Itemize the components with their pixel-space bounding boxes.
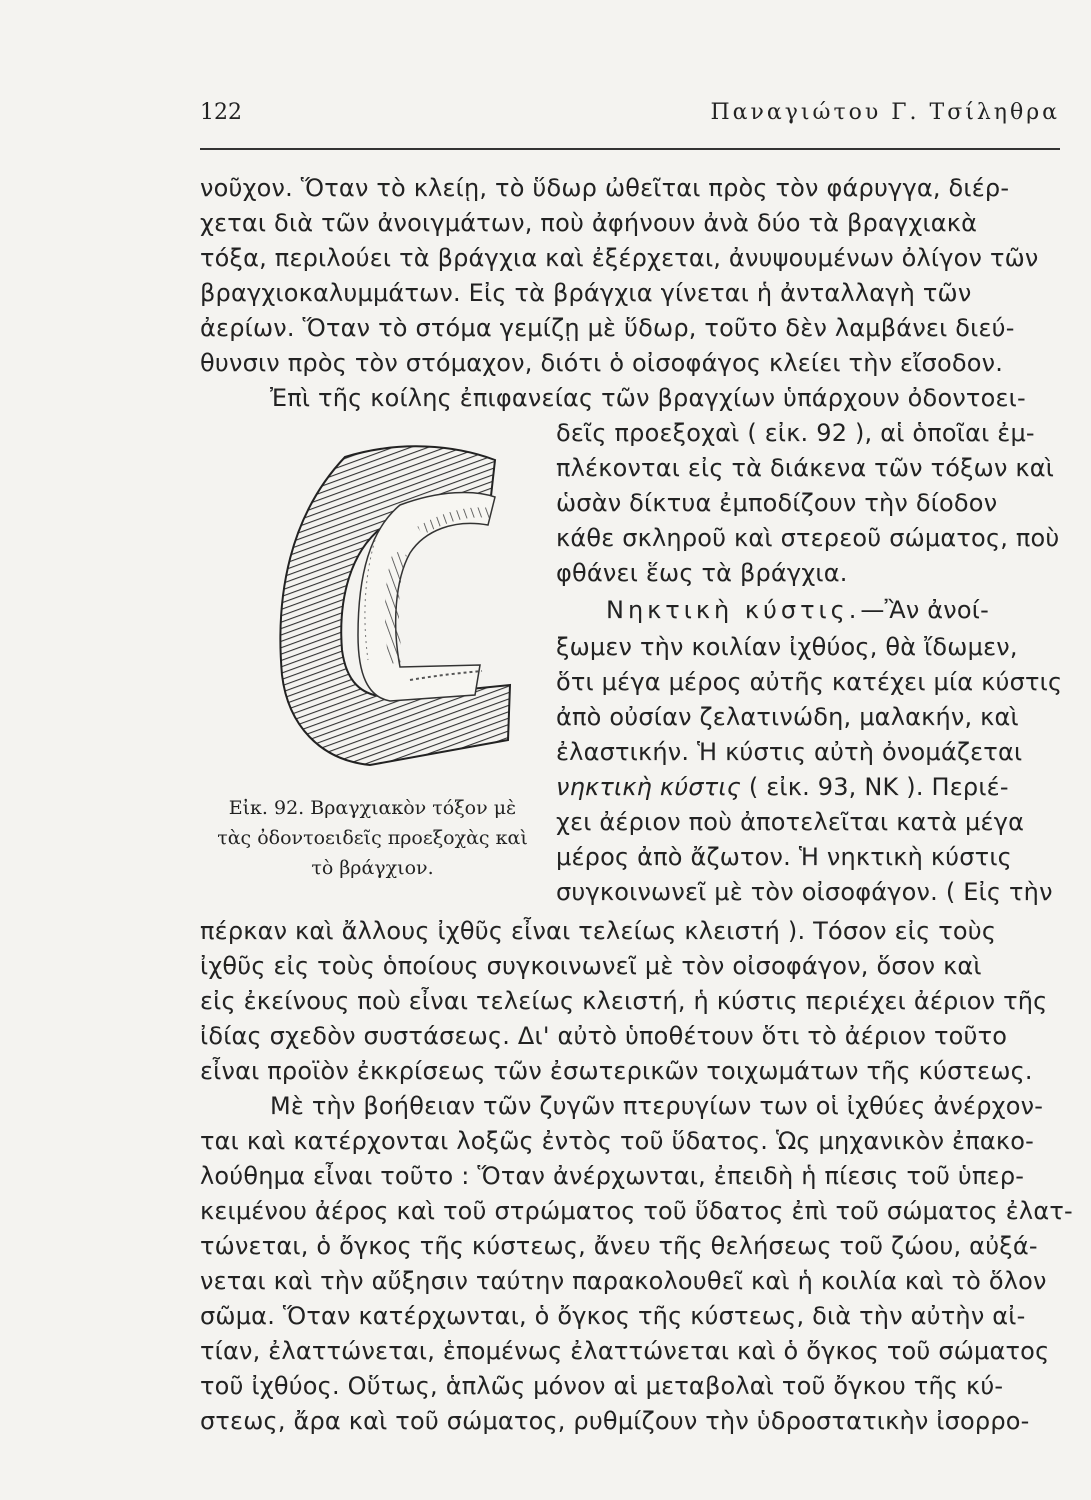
- text-line: πέρκαν καὶ ἄλλους ἰχθῦς εἶναι τελείως κλειστή ). Τόσον εἰς τοὺς: [200, 917, 997, 945]
- header-rule: [200, 148, 1060, 150]
- text-line: δεῖς προεξοχαὶ ( εἰκ. 92 ), αἱ ὁποῖαι ἐμ-: [556, 419, 1035, 447]
- page-header: [200, 100, 1060, 140]
- text-line: συγκοινωνεῖ μὲ τὸν οἰσοφάγον. ( Εἰς τὴν: [556, 878, 1053, 906]
- text-line: στεως, ἄρα καὶ τοῦ σώματος, ρυθμίζουν τὴν ὑδροστατικὴν ἰσορρο-: [200, 1407, 1030, 1435]
- figure-caption-line: τὰς ὀδοντοειδεῖς προεξοχὰς καὶ: [217, 827, 528, 849]
- section-heading: Νηκτικὴ κύστις.: [606, 596, 861, 624]
- section-dash-text: —Ἂν ἀνοί-: [860, 596, 989, 624]
- text-line: [556, 771, 1060, 803]
- text-line: ἰδίας σχεδὸν συστάσεως. Δι' αὐτὸ ὑποθέτουν ὅτι τὸ ἀέριον τοῦτο: [200, 1022, 1008, 1050]
- italic-term: νηκτικὴ κύστις: [556, 773, 742, 801]
- text-line: εἶναι προϊὸν ἐκκρίσεως τῶν ἐσωτερικῶν τοιχωμάτων τῆς κύστεως.: [200, 1057, 1033, 1085]
- figure-caption-line: τὸ βράγχιον.: [311, 857, 434, 879]
- text-line: ἐλαστικήν. Ἡ κύστις αὐτὴ ὀνομάζεται: [556, 738, 1023, 766]
- text-line: ξωμεν τὴν κοιλίαν ἰχθύος, θὰ ἴδωμεν,: [556, 633, 1018, 661]
- text-line: φθάνει ἕως τὰ βράγχια.: [556, 559, 848, 587]
- text-line: τόξα, περιλούει τὰ βράγχια καὶ ἐξέρχεται, ἀνυψουμένων ὀλίγον τῶν: [200, 244, 1039, 272]
- text-line: τίαν, ἐλαττώνεται, ἑπομένως ἐλαττώνεται καὶ ὁ ὄγκος τοῦ σώματος: [200, 1337, 1050, 1365]
- text-line: σῶμα. Ὅταν κατέρχωνται, ὁ ὄγκος τῆς κύστεως, διὰ τὴν αὐτὴν αἰ-: [200, 1302, 1026, 1330]
- text-line: ἀερίων. Ὅταν τὸ στόμα γεμίζῃ μὲ ὕδωρ, τοῦτο δὲν λαμβάνει διεύ-: [200, 314, 1015, 342]
- text-line: τώνεται, ὁ ὄγκος τῆς κύστεως, ἄνευ τῆς θελήσεως τοῦ ζώου, αὐξά-: [200, 1232, 1038, 1260]
- section-heading-line: [606, 594, 989, 626]
- text-line: βραγχιοκαλυμμάτων. Εἰς τὰ βράγχια γίνεται ἡ ἀνταλλαγὴ τῶν: [200, 279, 972, 307]
- text-line: θυνσιν πρὸς τὸν στόμαχον, διότι ὁ οἰσοφάγος κλείει τὴν εἴσοδον.: [200, 349, 1004, 377]
- text-line: ὡσὰν δίκτυα ἐμποδίζουν τὴν δίοδον: [556, 489, 998, 517]
- text-line: νοῦχον. Ὅταν τὸ κλείῃ, τὸ ὕδωρ ὠθεῖται πρὸς τὸν φάρυγγα, διέρ-: [200, 174, 1010, 202]
- text-line: κειμένου ἀέρος καὶ τοῦ στρώματος τοῦ ὕδατος ἐπὶ τοῦ σώματος ἐλατ-: [200, 1197, 1073, 1225]
- text-line: κάθε σκληροῦ καὶ στερεοῦ σώματος, ποὺ: [556, 524, 1060, 552]
- text-line: μέρος ἀπὸ ἄζωτον. Ἡ νηκτικὴ κύστις: [556, 843, 1012, 871]
- text-line: τοῦ ἰχθύος. Οὕτως, ἁπλῶς μόνον αἱ μεταβολαὶ τοῦ ὄγκου τῆς κύ-: [200, 1372, 1004, 1400]
- text-line: λούθημα εἶναι τοῦτο : Ὅταν ἀνέρχωνται, ἐπειδὴ ἡ πίεσις τοῦ ὑπερ-: [200, 1162, 1025, 1190]
- gill-arch-figure: [250, 435, 540, 775]
- text-line: χεται διὰ τῶν ἀνοιγμάτων, ποὺ ἀφήνουν ἀνὰ δύο τὰ βραγχιακὰ: [200, 209, 978, 237]
- text-fragment: ( εἰκ. 93, ΝΚ ). Περιέ-: [741, 773, 1009, 801]
- text-line: ἰχθῦς εἰς τοὺς ὁποίους συγκοινωνεῖ μὲ τὸν οἰσοφάγον, ὅσον καὶ: [200, 952, 982, 980]
- text-line: ὅτι μέγα μέρος αὐτῆς κατέχει μία κύστις: [556, 668, 1063, 696]
- figure-caption-line: Εἰκ. 92. Βραγχιακὸν τόξον μὲ: [228, 797, 517, 819]
- text-line: πλέκονται εἰς τὰ διάκενα τῶν τόξων καὶ: [556, 454, 1055, 482]
- text-line: νεται καὶ τὴν αὔξησιν ταύτην παρακολουθεῖ καὶ ἡ κοιλία καὶ τὸ ὅλον: [200, 1267, 1047, 1295]
- gill-rakers: [392, 553, 400, 663]
- text-line: Μὲ τὴν βοήθειαν τῶν ζυγῶν πτερυγίων των οἱ ἰχθύες ἀνέρχον-: [270, 1092, 1044, 1120]
- text-line: ἀπὸ οὐσίαν ζελατινώδη, μαλακήν, καὶ: [556, 703, 1019, 731]
- text-line: ται καὶ κατέρχονται λοξῶς ἐντὸς τοῦ ὕδατος. Ὡς μηχανικὸν ἐπακο-: [200, 1127, 1034, 1155]
- text-line: Ἐπὶ τῆς κοίλης ἐπιφανείας τῶν βραγχίων ὑπάρχουν ὀδοντοει-: [270, 384, 1026, 412]
- page-number: 122: [200, 100, 242, 125]
- text-line: εἰς ἐκείνους ποὺ εἶναι τελείως κλειστή, ἡ κύστις περιέχει ἀέριον τῆς: [200, 987, 1048, 1015]
- running-title: Παναγιώτου Γ. Τσίληθρα: [710, 100, 1060, 125]
- text-line: χει ἀέριον ποὺ ἀποτελεῖται κατὰ μέγα: [556, 808, 1025, 836]
